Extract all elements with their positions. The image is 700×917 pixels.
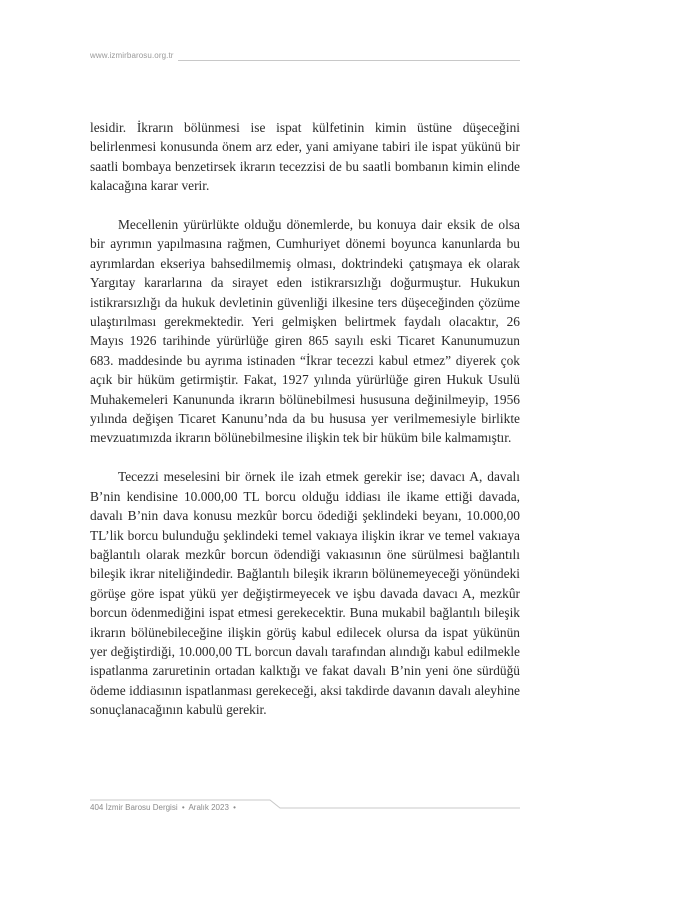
footer-text <box>90 803 238 812</box>
issue-date: Aralık 2023 <box>188 803 229 812</box>
header-url: www.izmirbarosu.org.tr <box>90 51 174 60</box>
page-number: 404 <box>90 803 104 812</box>
journal-title: İzmir Barosu Dergisi <box>105 803 178 812</box>
running-footer <box>90 798 520 818</box>
paragraph-continued: lesidir. İkrarın bölünmesi ise ispat külfetinin kimin üstüne düşeceğini belirlenmesi konusunda önem arz eder, yani amiyane tabiri ile ispat yükünü bir saatli bombaya benzetirsek ikrarın tecezzisi de bu saatli bombanın kimin elinde kalacağına karar verir. <box>90 120 520 194</box>
header-rule <box>178 60 520 61</box>
body-text <box>90 118 520 720</box>
footer-separator-end: • <box>233 803 236 812</box>
paragraph-example: Tecezzi meselesini bir örnek ile izah etmek gerekir ise; davacı A, davalı B’nin kendisine 10.000,00 TL borcu olduğu iddiası ile ikame ettiği davada, davalı B’nin dava konusu mezkûr borcu ödediği şeklindeki beyanı, 10.000,00 TL’lik borcu bulunduğu şeklindeki temel vakıaya ilişkin ikrar ve temel vakıaya bağlantılı olarak mezkûr borcun ödendiği vakıasının öne sürülmesi bağlantılı bileşik ikrar niteliğindedir. Bağlantılı bileşik ikrarın bölünemeyeceği yönündeki görüşe göre ispat yükü yer değiştirmeyecek ve işbu davada davacı A, mezkûr borcun ödenmediğini ispat etmesi gerekecektir. Buna mukabil bağlantılı bileşik ikrarın bölünebileceğine ilişkin görüş kabul edilecek olursa da ispat yükünün yer değiştirdiği, 10.000,00 TL borcun davalı tarafından alındığı kabul edilmekle ispatlanma zaruretinin ortadan kalktığı ve fakat davalı B’nin yeni öne sürdüğü ödeme iddiasının ispatlanması gerekeceği, aksi takdirde davanın davalı aleyhine sonuçlanacağının kabulü gerekir. <box>90 469 520 718</box>
footer-separator: • <box>181 803 185 812</box>
paragraph-mecelle: Mecellenin yürürlükte olduğu dönemlerde, bu konuya dair eksik de olsa bir ayrımın yapılmasına rağmen, Cumhuriyet dönemi boyunca kanunlarda bu ayrımlardan ekseriya bahsedilmemiş olması, doktrindeki çatışmaya ek olarak Yargıtay kararlarına da sirayet eden istikrarsızlığı doğurmuştur. Hukukun istikrarsızlığı da hukuk devletinin güvenliği ilkesine ters düşeceğinden çözüme ulaştırılması gerekmektedir. Yeri gelmişken belirtmek faydalı olacaktır, 26 Mayıs 1926 tarihinde yürürlüğe giren 865 sayılı eski Ticaret Kanunumuzun 683. maddesinde bu ayrıma istinaden “İkrar tecezzi kabul etmez” diyerek çok açık bir hüküm getirmiştir. Fakat, 1927 yılında yürürlüğe giren Hukuk Usulü Muhakemeleri Kanununda ikrarın bölünebilmesi hususuna değinilmeyip, 1956 yılında değişen Ticaret Kanunu’nda da bu hususa yer verilmemesiyle birlikte mevzuatımızda ikrarın bölünebilmesine ilişkin tek bir hüküm bile kalmamıştır. <box>90 217 520 446</box>
running-header <box>90 51 520 67</box>
